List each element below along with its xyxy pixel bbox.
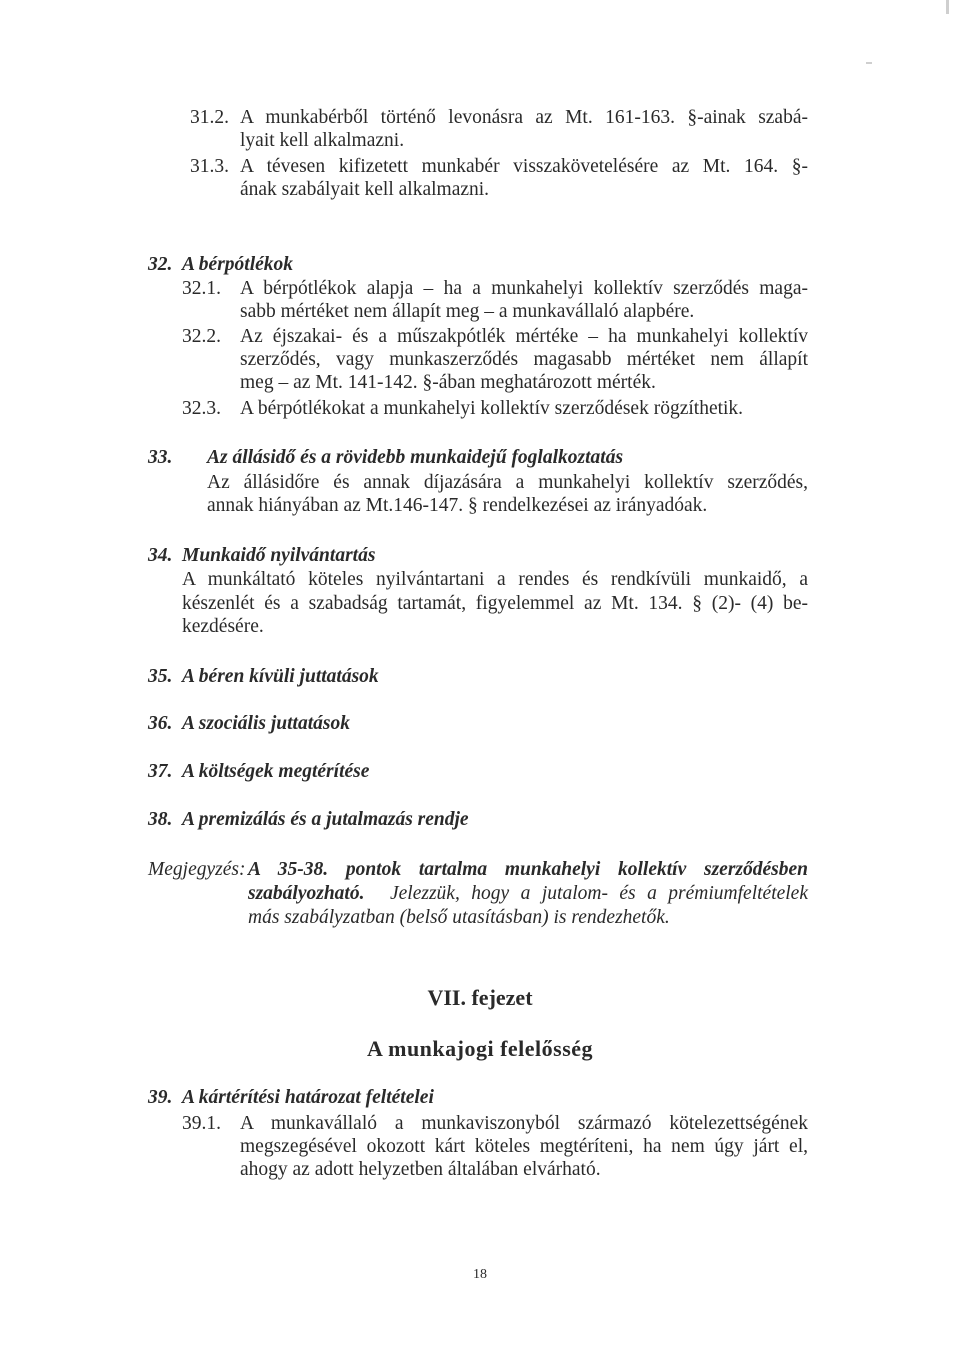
chapter-title: A munkajogi felelősség <box>366 1036 594 1061</box>
paragraph-text-line: készenlét és a szabadság tartamát, figyelemmel az Mt. 134. § (2)- (4) be- <box>182 593 808 614</box>
paragraph-text-line: ahogy az adott helyzetben általában elvárható. <box>240 1159 601 1180</box>
paragraph-text-line: ának szabályait kell alkalmazni. <box>240 179 490 200</box>
paragraph-text-line: A munkáltató köteles nyilvántartani a rendes és rendkívüli munkaidő, a <box>182 569 808 590</box>
section-title: Munkaidő nyilvántartás <box>182 545 376 566</box>
paragraph-text-line: meg – az Mt. 141-142. §-ában meghatározott mérték. <box>240 372 656 393</box>
paragraph-text-line: A tévesen kifizetett munkabér visszakövetelésére az Mt. 164. §- <box>240 156 808 177</box>
section-number: 38. <box>148 809 173 830</box>
section-number: 34. <box>148 545 173 566</box>
scan-mark <box>946 0 949 14</box>
paragraph-text-line: annak hiányában az Mt.146-147. § rendelkezései az irányadóak. <box>207 495 708 516</box>
note-text: más szabályzatban (belső utasításban) is rendezhetők. <box>248 907 670 928</box>
section-number: 39. <box>148 1087 173 1108</box>
chapter-number: VII. fejezet <box>427 985 533 1010</box>
note-text: Jelezzük, hogy a jutalom- és a prémiumfeltételek <box>390 883 808 904</box>
section-number: 33. <box>148 447 173 468</box>
paragraph-text-line: Az állásidőre és annak díjazására a munkahelyi kollektív szerződés, <box>207 472 808 493</box>
note-label: Megjegyzés: <box>148 859 246 880</box>
section-title: A kártérítési határozat feltételei <box>182 1087 434 1108</box>
paragraph-text-line: A bérpótlékok alapja – ha a munkahelyi kollektív szerződés maga- <box>240 278 808 299</box>
paragraph-number: 39.1. <box>182 1113 221 1134</box>
paragraph-number: 31.3. <box>190 156 229 177</box>
paragraph-text-line: sabb mértéket nem állapít meg – a munkavállaló alapbére. <box>240 301 695 322</box>
paragraph-number: 31.2. <box>190 107 229 128</box>
paragraph-text-line: A bérpótlékokat a munkahelyi kollektív szerződések rögzíthetik. <box>240 398 744 419</box>
paragraph-number: 32.2. <box>182 326 221 347</box>
paragraph-text-line: Az éjszakai- és a műszakpótlék mértéke – ha munkahelyi kollektív <box>240 326 808 347</box>
paragraph-text-line: megszegésével okozott kárt köteles megtéríteni, ha nem úgy járt el, <box>240 1136 808 1157</box>
scan-mark <box>866 62 872 64</box>
paragraph-text-line: kezdésére. <box>182 616 264 637</box>
section-title: A béren kívüli juttatások <box>182 666 379 687</box>
paragraph-text-line: lyait kell alkalmazni. <box>240 130 405 151</box>
section-number: 35. <box>148 666 173 687</box>
section-title: A bérpótlékok <box>182 254 294 275</box>
section-title: A költségek megtérítése <box>182 761 370 782</box>
paragraph-text-line: A munkavállaló a munkaviszonyból származó kötelezettségének <box>240 1113 808 1134</box>
paragraph-text-line: szerződés, vagy munkaszerződés magasabb mértéket nem állapít <box>240 349 808 370</box>
paragraph-text-line: A munkabérből történő levonásra az Mt. 161-163. §-ainak szabá- <box>240 107 808 128</box>
section-title: A szociális juttatások <box>182 713 350 734</box>
paragraph-number: 32.3. <box>182 398 221 419</box>
note-text-bold: A 35-38. pontok tartalma munkahelyi kollektív szerződésben <box>248 859 808 880</box>
note-text-bold: szabályozható. <box>248 883 365 904</box>
section-number: 36. <box>148 713 173 734</box>
page-number: 18 <box>473 1267 487 1282</box>
section-number: 32. <box>148 254 173 275</box>
section-number: 37. <box>148 761 173 782</box>
section-title: A premizálás és a jutalmazás rendje <box>182 809 469 830</box>
section-title: Az állásidő és a rövidebb munkaidejű foglalkoztatás <box>207 447 624 468</box>
paragraph-number: 32.1. <box>182 278 221 299</box>
